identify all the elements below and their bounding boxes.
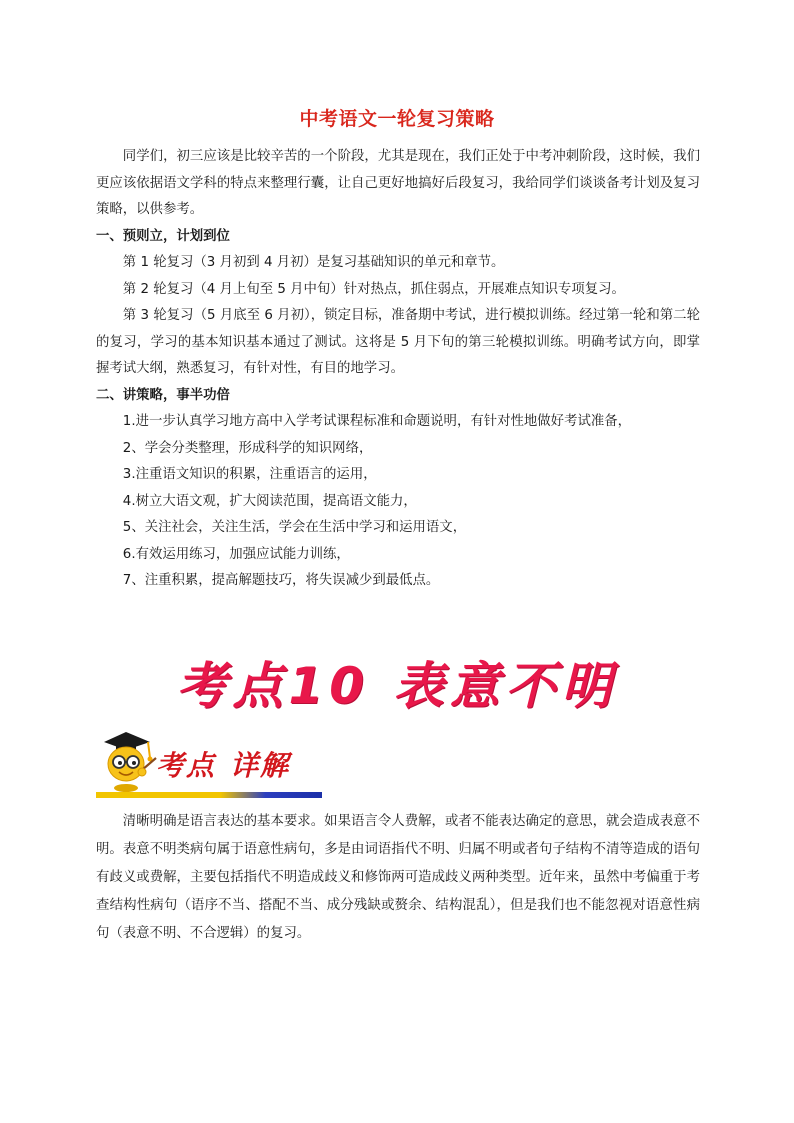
strategy-item: 2、学会分类整理，形成科学的知识网络， xyxy=(122,440,373,456)
banner-title xyxy=(156,744,290,784)
section-heading-strategy: 二、讲策略，事半功倍 xyxy=(96,387,230,403)
topic-title: 考点10 表意不明 xyxy=(176,657,618,715)
banner-word-xiangjie: 详解 xyxy=(230,749,291,782)
strategy-item: 3.注重语文知识的积累，注重语言的运用， xyxy=(122,467,377,482)
strategy-item: 6.有效运用练习，加强应试能力训练， xyxy=(122,546,350,562)
explanation-body xyxy=(96,808,700,948)
strategy-item: 4.树立大语文观，扩大阅读范围，提高语文能力， xyxy=(122,493,417,509)
plan-paragraph-3: 第 3 轮复习（5 月底至 6 月初），锁定目标，准备期中考试，进行模拟训练。经过第一轮和第二轮的复习，学习的基本知识基本通过了测试。这将是 5 月下旬的第三轮模拟训练。明确考试方向，即掌握考试大纲，熟悉复习，有针对性，有目的地学习。 xyxy=(96,308,700,376)
intro-paragraph: 同学们，初三应该是比较辛苦的一个阶段，尤其是现在，我们正处于中考冲刺阶段，这时候，我们更应该依据语文学科的特点来整理行囊，让自己更好地搞好后段复习，我给同学们谈谈备考计划及复习策略，以供参考。 xyxy=(96,149,700,217)
explanation-paragraph: 清晰明确是语言表达的基本要求。如果语言令人费解，或者不能表达确定的意思，就会造成表意不明。表意不明类病句属于语意性病句，多是由词语指代不明、归属不明或者句子结构不清等造成的语句有歧义或费解，主要包括指代不明造成歧义和修饰两可造成歧义两种类型。近年来，虽然中考偏重于考查结构性病句（语序不当、搭配不当、成分残缺或赘余、结构混乱），但是我们也不能忽视对语意性病句（表意不明、不合逻辑）的复习。 xyxy=(96,814,700,941)
section-heading-plan: 一、预则立，计划到位 xyxy=(96,228,230,244)
section-banner xyxy=(96,728,322,800)
strategy-body xyxy=(96,144,700,595)
strategy-item: 5、关注社会，关注生活，学会在生活中学习和运用语文， xyxy=(122,520,467,535)
scholar-mascot-icon xyxy=(96,728,160,794)
document-title: 中考语文一轮复习策略 xyxy=(299,108,495,130)
plan-paragraph-1: 第 1 轮复习（3 月初到 4 月初）是复习基础知识的单元和章节。 xyxy=(122,255,505,270)
strategy-item: 7、注重积累，提高解题技巧，将失误减少到最低点。 xyxy=(122,573,440,588)
plan-paragraph-2: 第 2 轮复习（4 月上旬至 5 月中旬）针对热点，抓住弱点，开展难点知识专项复习。 xyxy=(122,281,625,297)
strategy-item: 1.进一步认真学习地方高中入学考试课程标准和命题说明，有针对性地做好考试准备， xyxy=(122,414,632,429)
banner-underline xyxy=(96,792,322,798)
banner-word-kaodian: 考点 xyxy=(156,749,217,782)
